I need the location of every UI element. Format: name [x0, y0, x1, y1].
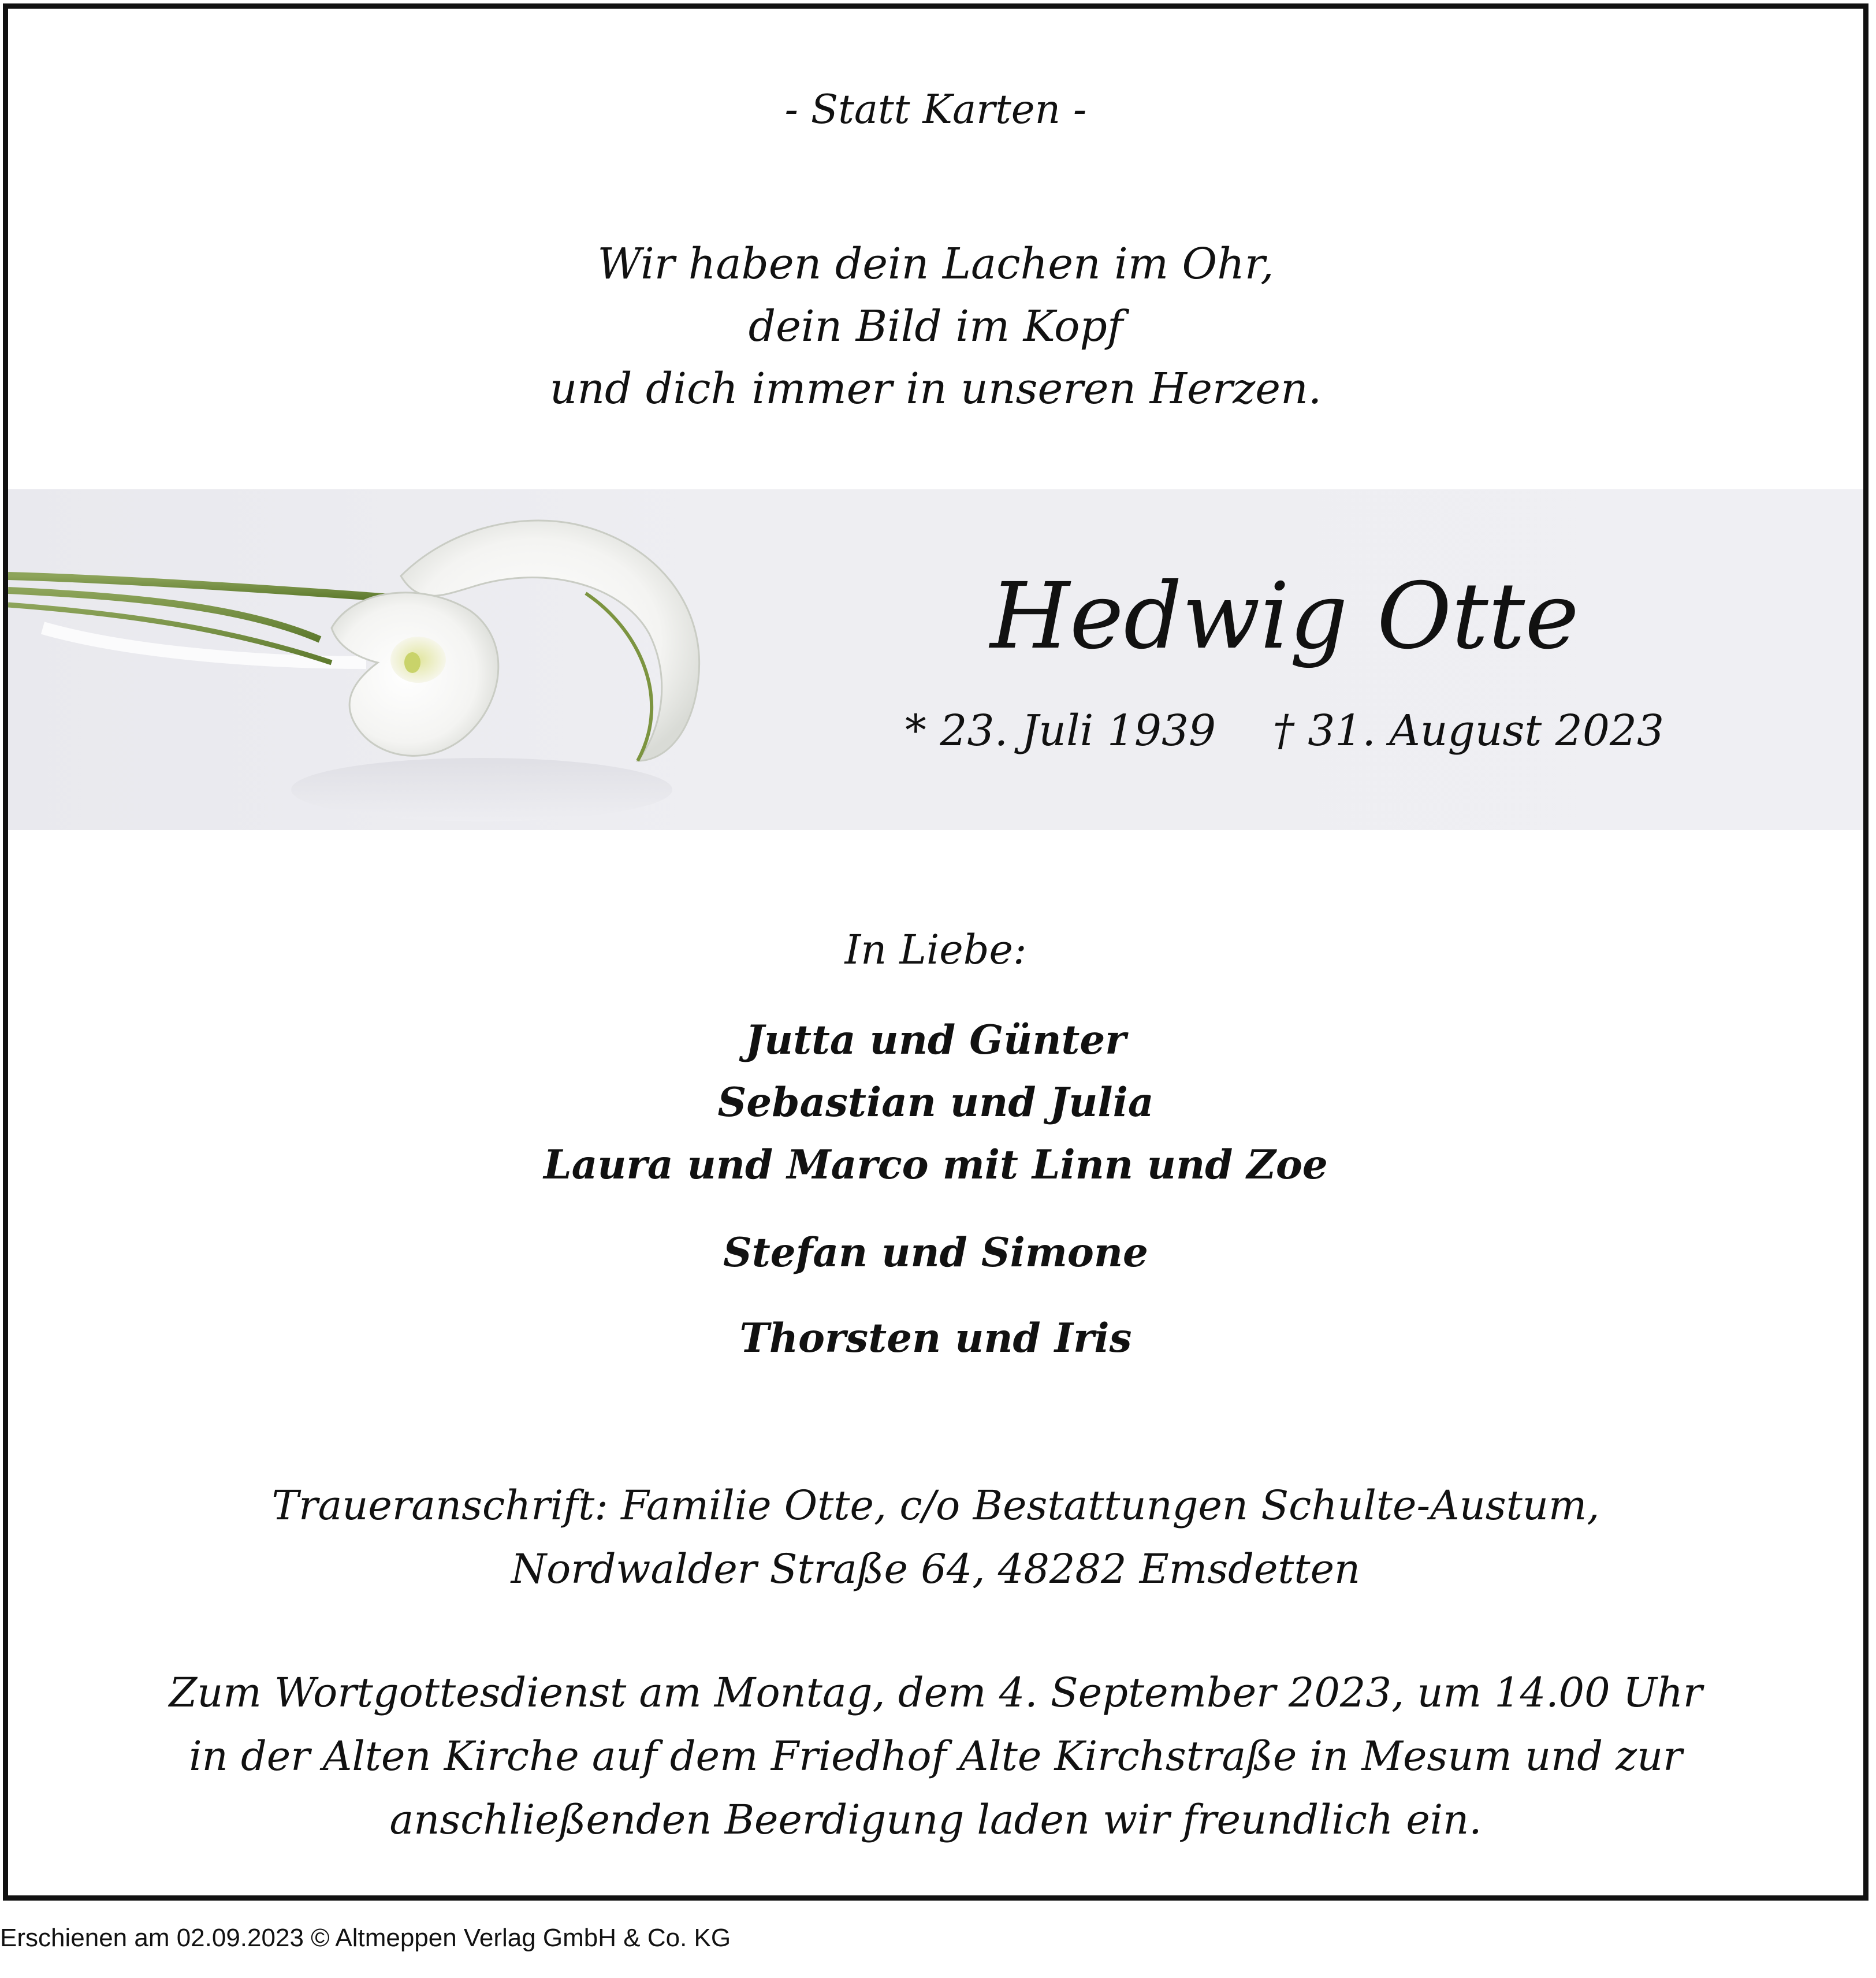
publication-footer: Erschienen am 02.09.2023 © Altmeppen Verlag GmbH & Co. KG: [0, 1924, 731, 1952]
mourners-group-3: Thorsten und Iris: [739, 1315, 1132, 1362]
poem: [8, 233, 1863, 420]
mourning-address: [8, 1474, 1863, 1601]
mourners-group-1: [8, 1009, 1863, 1196]
address-line: Nordwalder Straße 64, 48282 Emsdetten: [511, 1545, 1361, 1593]
mourners-group-2: Stefan und Simone: [723, 1229, 1148, 1276]
deceased-name: Hedwig Otte: [990, 563, 1579, 670]
service-line: in der Alten Kirche auf dem Friedhof Alte Kirchstraße in Mesum und zur: [189, 1732, 1683, 1780]
statt-karten-heading: - Statt Karten -: [784, 87, 1087, 133]
birth-date: * 23. Juli 1939: [904, 706, 1216, 756]
address-line: Traueranschrift: Familie Otte, c/o Bestattungen Schulte-Austum,: [271, 1482, 1600, 1529]
mourner-line: Laura und Marco mit Linn und Zoe: [544, 1142, 1328, 1188]
service-line: anschließenden Beerdigung laden wir freundlich ein.: [389, 1796, 1482, 1843]
mourner-line: Jutta und Günter: [745, 1017, 1126, 1064]
poem-line: dein Bild im Kopf: [748, 302, 1123, 351]
service-announcement: [8, 1661, 1863, 1851]
service-line: Zum Wortgottesdienst am Montag, dem 4. September 2023, um 14.00 Uhr: [169, 1669, 1703, 1716]
in-liebe-label: In Liebe:: [844, 926, 1027, 973]
obituary-frame: [3, 3, 1868, 1901]
calla-lily-image: [8, 489, 719, 830]
poem-line: Wir haben dein Lachen im Ohr,: [597, 239, 1274, 289]
death-date: † 31. August 2023: [1272, 706, 1665, 756]
name-band: [8, 489, 1863, 830]
poem-line: und dich immer in unseren Herzen.: [549, 364, 1322, 414]
mourner-line: Sebastian und Julia: [717, 1079, 1154, 1126]
life-dates: [753, 706, 1816, 756]
